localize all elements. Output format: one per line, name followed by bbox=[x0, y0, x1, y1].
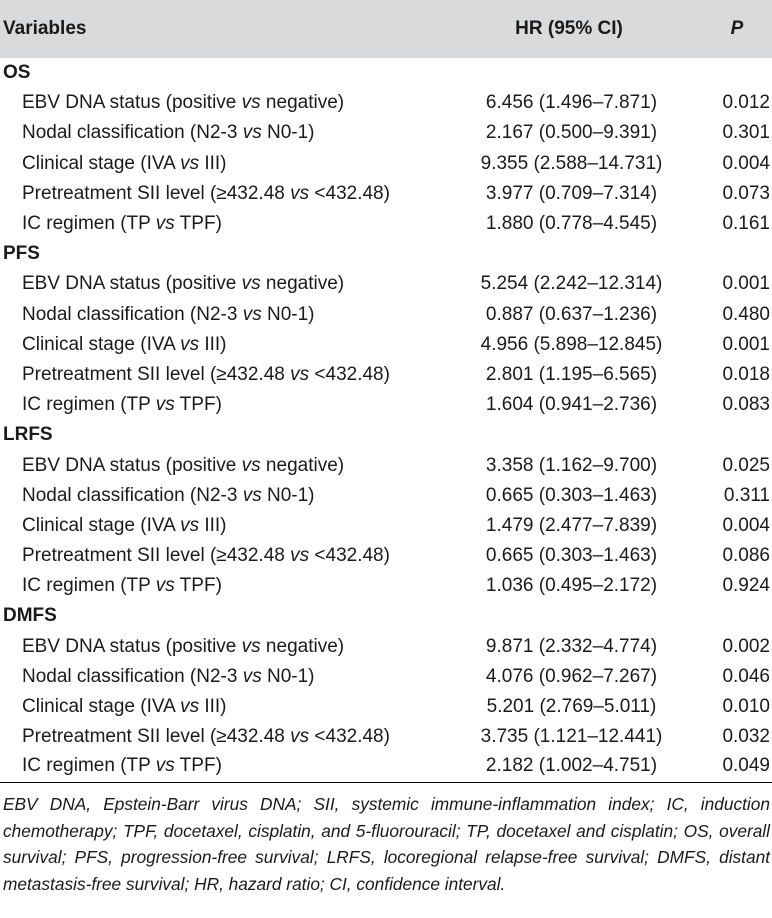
table-row bbox=[0, 511, 772, 541]
p-value-cell: 0.025 bbox=[722, 454, 770, 476]
hr-cell: 2.182 (1.002–4.751) bbox=[450, 752, 688, 782]
variable-text: IC regimen (TP bbox=[22, 394, 156, 416]
p-value-cell: 0.924 bbox=[722, 575, 770, 597]
variable-text: IC regimen (TP bbox=[22, 754, 156, 776]
variable-cell bbox=[0, 149, 450, 179]
header-p: P bbox=[730, 18, 744, 39]
variable-text-end: III) bbox=[199, 152, 227, 174]
hr-cell: 4.956 (5.898–12.845) bbox=[480, 333, 663, 355]
variable-text: IC regimen (TP bbox=[22, 575, 156, 597]
variable-text: Clinical stage (IVA bbox=[22, 333, 181, 355]
p-value-cell: 0.004 bbox=[722, 152, 770, 174]
p-value-cell: 0.004 bbox=[722, 514, 770, 536]
variable-text-end: negative) bbox=[260, 635, 345, 657]
variable-text: Pretreatment SII level (≥432.48 bbox=[22, 363, 291, 385]
table-row bbox=[0, 209, 772, 239]
variable-cell bbox=[0, 752, 450, 782]
hr-cell: 6.456 (1.496–7.871) bbox=[485, 92, 658, 114]
variable-cell bbox=[0, 88, 450, 118]
table-row bbox=[0, 632, 772, 662]
variable-text-end: N0-1) bbox=[261, 484, 315, 506]
hr-cell: 0.887 (0.637–1.236) bbox=[485, 303, 658, 325]
variable-text-end: negative) bbox=[260, 273, 345, 295]
variable-text: Pretreatment SII level (≥432.48 bbox=[22, 182, 291, 204]
vs-text: vs bbox=[180, 514, 200, 536]
vs-text: vs bbox=[241, 273, 261, 295]
variable-cell bbox=[0, 662, 450, 692]
table-row bbox=[0, 481, 772, 511]
p-value-cell: 0.002 bbox=[722, 635, 770, 657]
p-value-cell: 0.083 bbox=[722, 394, 770, 416]
hr-cell: 0.665 (0.303–1.463) bbox=[485, 484, 658, 506]
vs-text: vs bbox=[155, 394, 175, 416]
table-row bbox=[0, 541, 772, 571]
section-row bbox=[0, 58, 772, 88]
variable-text-end: III) bbox=[199, 696, 227, 718]
table-header bbox=[0, 0, 772, 58]
variable-text: Nodal classification (N2-3 bbox=[22, 665, 243, 687]
variable-text-end: <432.48) bbox=[309, 363, 390, 385]
variable-cell bbox=[0, 390, 450, 420]
table-row bbox=[0, 330, 772, 360]
variable-text: Nodal classification (N2-3 bbox=[22, 303, 243, 325]
variable-cell bbox=[0, 632, 450, 662]
section-row bbox=[0, 601, 772, 631]
hr-cell: 2.801 (1.195–6.565) bbox=[485, 363, 658, 385]
table-footnote: EBV DNA, Epstein-Barr virus DNA; SII, systemic immune-inflammation index; IC, induction chemotherapy; TPF, docetaxel, cisplatin, and 5-fluorouracil; TP, docetaxel and cisplatin; OS, overall survival; PFS, progression-free survival; LRFS, locoregional relapse-free survival; DMFS, distant metastasis-free survival; HR, hazard ratio; CI, confidence interval. bbox=[3, 794, 770, 894]
variable-cell bbox=[0, 571, 450, 601]
variable-text: Clinical stage (IVA bbox=[22, 514, 181, 536]
table-row bbox=[0, 722, 772, 752]
vs-text: vs bbox=[180, 333, 200, 355]
vs-text: vs bbox=[241, 635, 261, 657]
variable-text: EBV DNA status (positive bbox=[22, 92, 242, 114]
table-row bbox=[0, 662, 772, 692]
p-value-cell: 0.018 bbox=[722, 363, 770, 385]
header-variables: Variables bbox=[3, 18, 87, 39]
variable-text-end: <432.48) bbox=[309, 545, 390, 567]
p-value-cell: 0.161 bbox=[722, 213, 770, 235]
vs-text: vs bbox=[155, 575, 175, 597]
vs-text: vs bbox=[155, 754, 175, 776]
section-label: DMFS bbox=[3, 605, 57, 627]
variable-text: EBV DNA status (positive bbox=[22, 635, 242, 657]
variable-cell bbox=[0, 209, 450, 239]
variable-text: Nodal classification (N2-3 bbox=[22, 484, 243, 506]
table-body bbox=[0, 58, 772, 783]
vs-text: vs bbox=[242, 303, 262, 325]
hr-cell: 3.358 (1.162–9.700) bbox=[485, 454, 658, 476]
hr-cell: 5.254 (2.242–12.314) bbox=[480, 273, 663, 295]
hr-cell: 1.479 (2.477–7.839) bbox=[485, 514, 658, 536]
p-value-cell: 0.073 bbox=[722, 182, 770, 204]
variable-cell bbox=[0, 269, 450, 299]
table-row bbox=[0, 269, 772, 299]
p-value-cell: 0.046 bbox=[722, 665, 770, 687]
variable-cell bbox=[0, 300, 450, 330]
variable-text-end: TPF) bbox=[174, 394, 222, 416]
variable-cell bbox=[0, 722, 450, 752]
hr-cell: 0.665 (0.303–1.463) bbox=[485, 545, 658, 567]
p-value-cell: 0.010 bbox=[722, 696, 770, 718]
variable-cell bbox=[0, 179, 450, 209]
table-row bbox=[0, 88, 772, 118]
table-row bbox=[0, 390, 772, 420]
vs-text: vs bbox=[290, 726, 310, 748]
variable-text-end: N0-1) bbox=[261, 303, 315, 325]
hr-cell: 3.735 (1.121–12.441) bbox=[480, 726, 663, 748]
variable-text: Nodal classification (N2-3 bbox=[22, 122, 243, 144]
variable-text: Clinical stage (IVA bbox=[22, 696, 181, 718]
hr-cell: 3.977 (0.709–7.314) bbox=[485, 182, 658, 204]
p-value-cell: 0.001 bbox=[722, 333, 770, 355]
header-row bbox=[0, 0, 772, 58]
vs-text: vs bbox=[180, 696, 200, 718]
variable-text: IC regimen (TP bbox=[22, 213, 156, 235]
p-value-cell: 0.480 bbox=[722, 303, 770, 325]
variable-text-end: III) bbox=[199, 514, 227, 536]
vs-text: vs bbox=[241, 92, 261, 114]
variable-text-end: negative) bbox=[260, 92, 345, 114]
section-label: OS bbox=[3, 62, 31, 84]
hr-cell: 1.604 (0.941–2.736) bbox=[485, 394, 658, 416]
table-row bbox=[0, 571, 772, 601]
variable-text-end: N0-1) bbox=[261, 665, 315, 687]
variable-text-end: N0-1) bbox=[261, 122, 315, 144]
variable-text-end: TPF) bbox=[174, 575, 222, 597]
variable-cell bbox=[0, 330, 450, 360]
hr-cell: 2.167 (0.500–9.391) bbox=[485, 122, 658, 144]
p-value-cell: 0.012 bbox=[722, 92, 770, 114]
variable-text: EBV DNA status (positive bbox=[22, 273, 242, 295]
variable-text: Pretreatment SII level (≥432.48 bbox=[22, 545, 291, 567]
variable-cell bbox=[0, 360, 450, 390]
vs-text: vs bbox=[242, 665, 262, 687]
vs-text: vs bbox=[155, 213, 175, 235]
table-row bbox=[0, 450, 772, 480]
variable-text-end: III) bbox=[199, 333, 227, 355]
vs-text: vs bbox=[290, 363, 310, 385]
variable-text: Clinical stage (IVA bbox=[22, 152, 181, 174]
hr-cell: 9.355 (2.588–14.731) bbox=[480, 152, 663, 174]
variable-text-end: negative) bbox=[260, 454, 345, 476]
section-row bbox=[0, 420, 772, 450]
variable-text: EBV DNA status (positive bbox=[22, 454, 242, 476]
vs-text: vs bbox=[242, 484, 262, 506]
section-label: PFS bbox=[3, 243, 40, 265]
table-row bbox=[0, 752, 772, 782]
table-row bbox=[0, 179, 772, 209]
hr-cell: 4.076 (0.962–7.267) bbox=[485, 665, 658, 687]
vs-text: vs bbox=[242, 122, 262, 144]
variable-text-end: TPF) bbox=[174, 754, 222, 776]
variable-text-end: TPF) bbox=[174, 213, 222, 235]
variable-text-end: <432.48) bbox=[309, 726, 390, 748]
table-row bbox=[0, 300, 772, 330]
variable-cell bbox=[0, 692, 450, 722]
hr-cell: 9.871 (2.332–4.774) bbox=[485, 635, 658, 657]
hr-cell: 1.036 (0.495–2.172) bbox=[485, 575, 658, 597]
table-row bbox=[0, 692, 772, 722]
table-row bbox=[0, 360, 772, 390]
hr-cell: 1.880 (0.778–4.545) bbox=[485, 213, 658, 235]
p-value-cell: 0.311 bbox=[723, 484, 770, 506]
variable-text-end: <432.48) bbox=[309, 182, 390, 204]
p-value-cell: 0.049 bbox=[688, 752, 772, 782]
vs-text: vs bbox=[290, 545, 310, 567]
variable-cell bbox=[0, 541, 450, 571]
section-row bbox=[0, 239, 772, 269]
section-label: LRFS bbox=[3, 424, 53, 446]
vs-text: vs bbox=[241, 454, 261, 476]
header-hr: HR (95% CI) bbox=[515, 18, 623, 39]
vs-text: vs bbox=[180, 152, 200, 174]
p-value-cell: 0.301 bbox=[722, 122, 770, 144]
p-value-cell: 0.001 bbox=[722, 273, 770, 295]
vs-text: vs bbox=[290, 182, 310, 204]
variable-cell bbox=[0, 481, 450, 511]
variable-text: Pretreatment SII level (≥432.48 bbox=[22, 726, 291, 748]
p-value-cell: 0.032 bbox=[722, 726, 770, 748]
variable-cell bbox=[0, 511, 450, 541]
hr-cell: 5.201 (2.769–5.011) bbox=[486, 696, 657, 718]
variable-cell bbox=[0, 450, 450, 480]
table-row bbox=[0, 118, 772, 148]
p-value-cell: 0.086 bbox=[722, 545, 770, 567]
table-row bbox=[0, 149, 772, 179]
variable-cell bbox=[0, 118, 450, 148]
